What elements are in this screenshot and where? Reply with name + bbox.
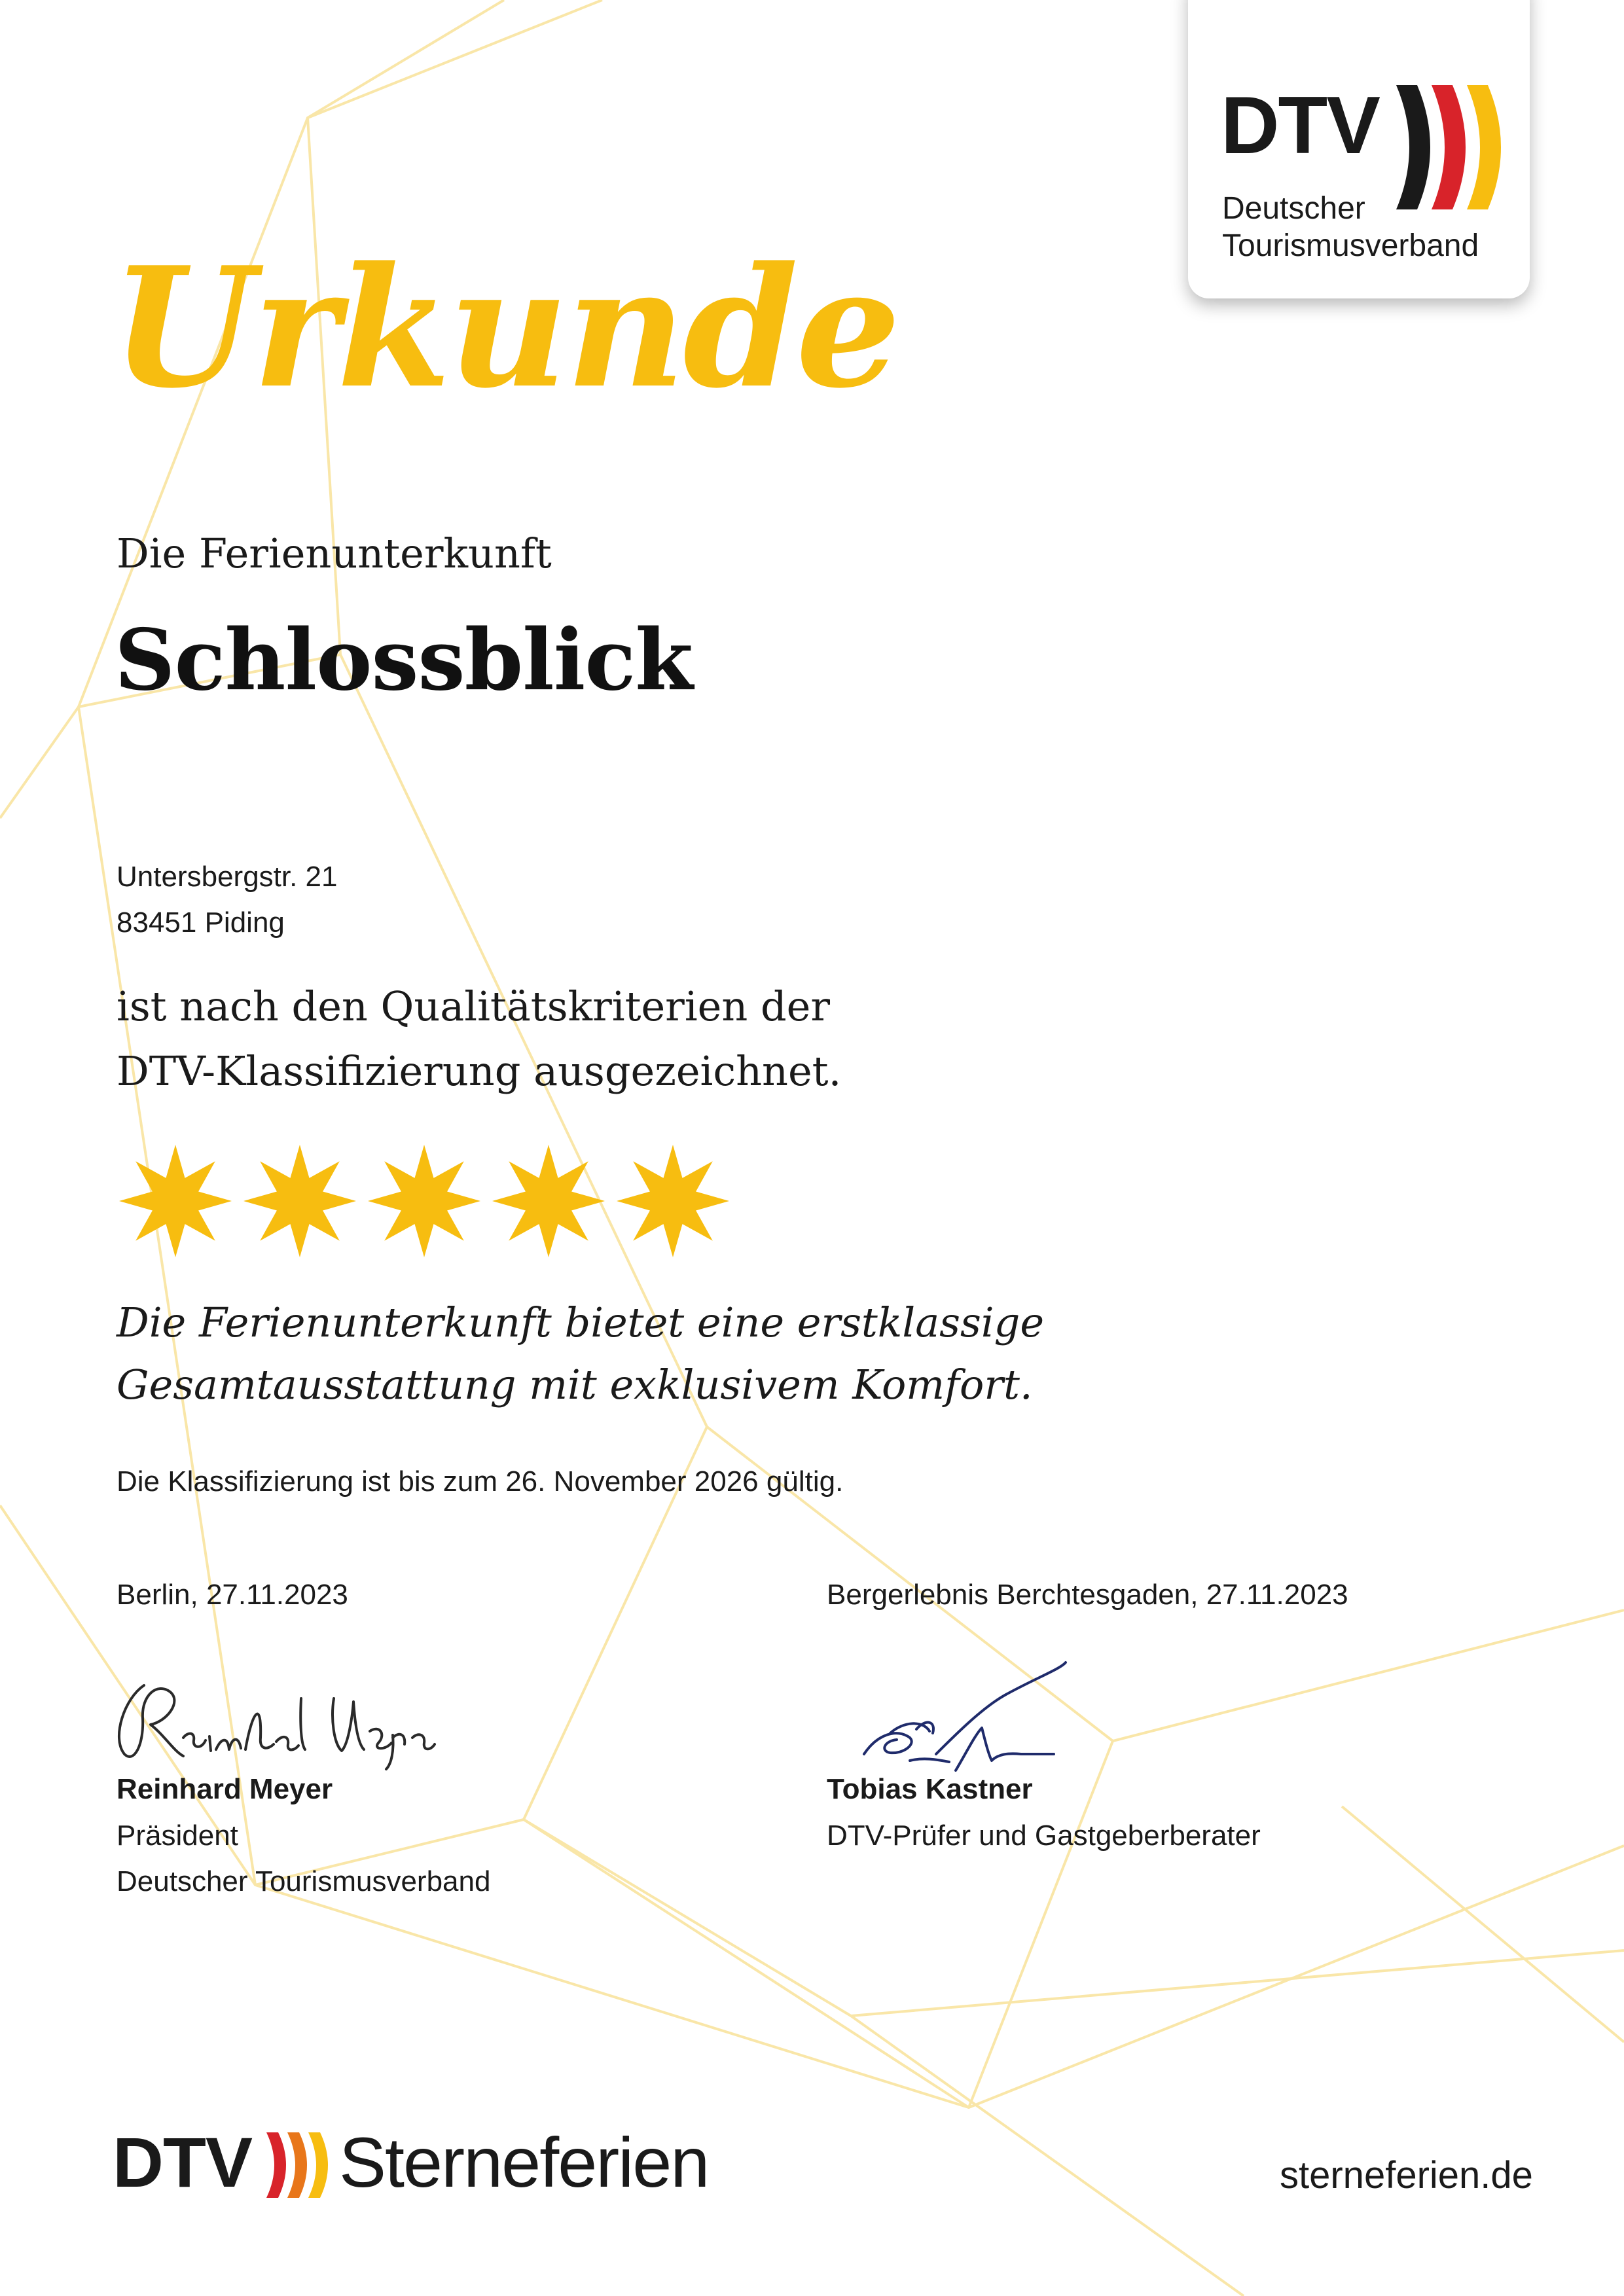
validity-note: Die Klassifizierung ist bis zum 26. November 2026 gültig. bbox=[117, 1465, 844, 1498]
signer-right-name: Tobias Kastner bbox=[827, 1773, 1033, 1805]
description-line-1: Die Ferienunterkunft bietet eine erstklassige bbox=[117, 1299, 1045, 1346]
signer-left-role: Präsident bbox=[117, 1820, 238, 1852]
intro-text: Die Ferienunterkunft bbox=[117, 529, 552, 577]
signer-left-name: Reinhard Meyer bbox=[117, 1773, 333, 1805]
footer-brand-name: Sterneferien bbox=[339, 2123, 709, 2202]
left-place-date: Berlin, 27.11.2023 bbox=[117, 1579, 348, 1611]
logo-abbreviation: DTV bbox=[1221, 81, 1379, 171]
signer-left-organization: Deutscher Tourismusverband bbox=[117, 1865, 491, 1897]
star-icon bbox=[244, 1145, 356, 1257]
address-street: Untersbergstr. 21 bbox=[117, 861, 338, 893]
footer-website-url: sterneferien.de bbox=[1280, 2154, 1533, 2197]
criteria-line-2: DTV-Klassifizierung ausgezeichnet. bbox=[117, 1047, 842, 1095]
star-icon bbox=[368, 1145, 480, 1257]
description-line-2: Gesamtausstattung mit exklusivem Komfort. bbox=[117, 1361, 1033, 1408]
dtv-logo bbox=[1188, 0, 1530, 298]
signature-reinhard-meyer bbox=[105, 1672, 445, 1770]
footer-chevrons-icon bbox=[265, 2132, 331, 2198]
signer-right-role: DTV-Prüfer und Gastgeberberater bbox=[827, 1820, 1261, 1852]
certificate-title: Urkunde bbox=[111, 231, 899, 425]
right-place-date: Bergerlebnis Berchtesgaden, 27.11.2023 bbox=[827, 1579, 1348, 1611]
criteria-line-1: ist nach den Qualitätskriterien der bbox=[117, 982, 830, 1030]
logo-text-line2: Tourismusverband bbox=[1222, 228, 1479, 263]
star-rating bbox=[117, 1142, 732, 1260]
property-name: Schlossblick bbox=[115, 611, 693, 709]
star-icon bbox=[119, 1145, 232, 1257]
address-city: 83451 Piding bbox=[117, 906, 285, 939]
logo-text-line1: Deutscher bbox=[1222, 191, 1365, 226]
signature-tobias-kastner bbox=[851, 1656, 1113, 1787]
star-icon bbox=[617, 1145, 729, 1257]
star-icon bbox=[492, 1145, 605, 1257]
footer-brand-abbreviation: DTV bbox=[113, 2123, 252, 2202]
dtv-chevrons-icon bbox=[1391, 85, 1512, 209]
